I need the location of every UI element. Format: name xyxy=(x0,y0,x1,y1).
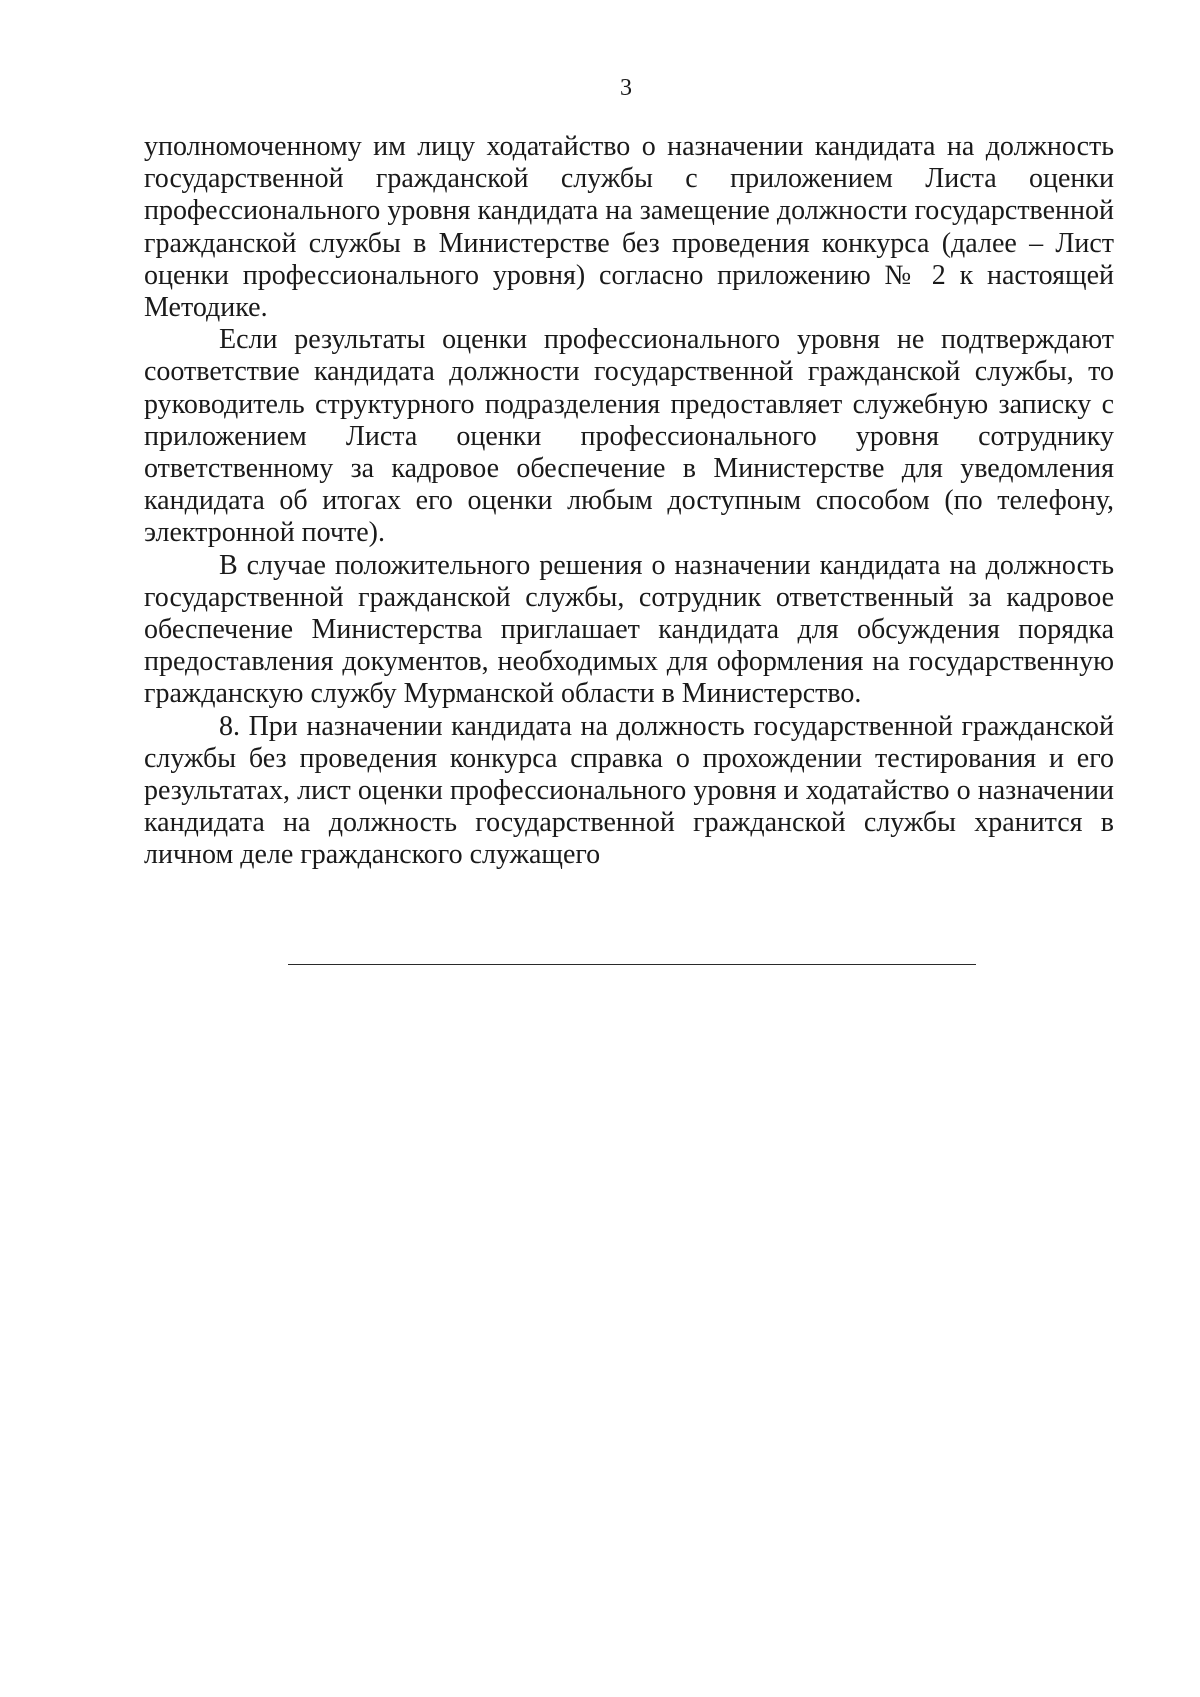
paragraph-positive-decision: В случае положительного решения о назначении кандидата на должность государственной гражданской службы, сотрудник ответственный за кадровое обеспечение Министерства приглашает кандидата для обсуждения порядка предоставления документов, необходимых для оформления на государственную гражданскую службу Мурманской области в Министерство. xyxy=(144,549,1114,710)
end-of-document-rule xyxy=(288,964,976,965)
paragraph-continuation: уполномоченному им лицу ходатайство о назначении кандидата на должность государственной гражданской службы с приложением Листа оценки профессионального уровня кандидата на замещение должности государственной гражданской службы в Министерстве без проведения конкурса (далее – Лист оценки профессионального уровня) согласно приложению № 2 к настоящей Методике. xyxy=(144,131,1114,324)
paragraph-negative-result: Если результаты оценки профессионального уровня не подтверждают соответствие кандидата должности государственной гражданской службы, то руководитель структурного подразделения предоставляет служебную записку с приложением Листа оценки профессионального уровня сотруднику ответственному за кадровое обеспечение в Министерстве для уведомления кандидата об итогах его оценки любым доступным способом (по телефону, электронной почте). xyxy=(144,324,1114,549)
paragraph-item-8: 8. При назначении кандидата на должность государственной гражданской службы без проведения конкурса справка о прохождении тестирования и его результатах, лист оценки профессионального уровня и ходатайство о назначении кандидата на должность государственной гражданской службы хранится в личном деле гражданского служащего xyxy=(144,710,1114,871)
page-number: 3 xyxy=(620,75,632,101)
document-body xyxy=(144,131,1114,872)
